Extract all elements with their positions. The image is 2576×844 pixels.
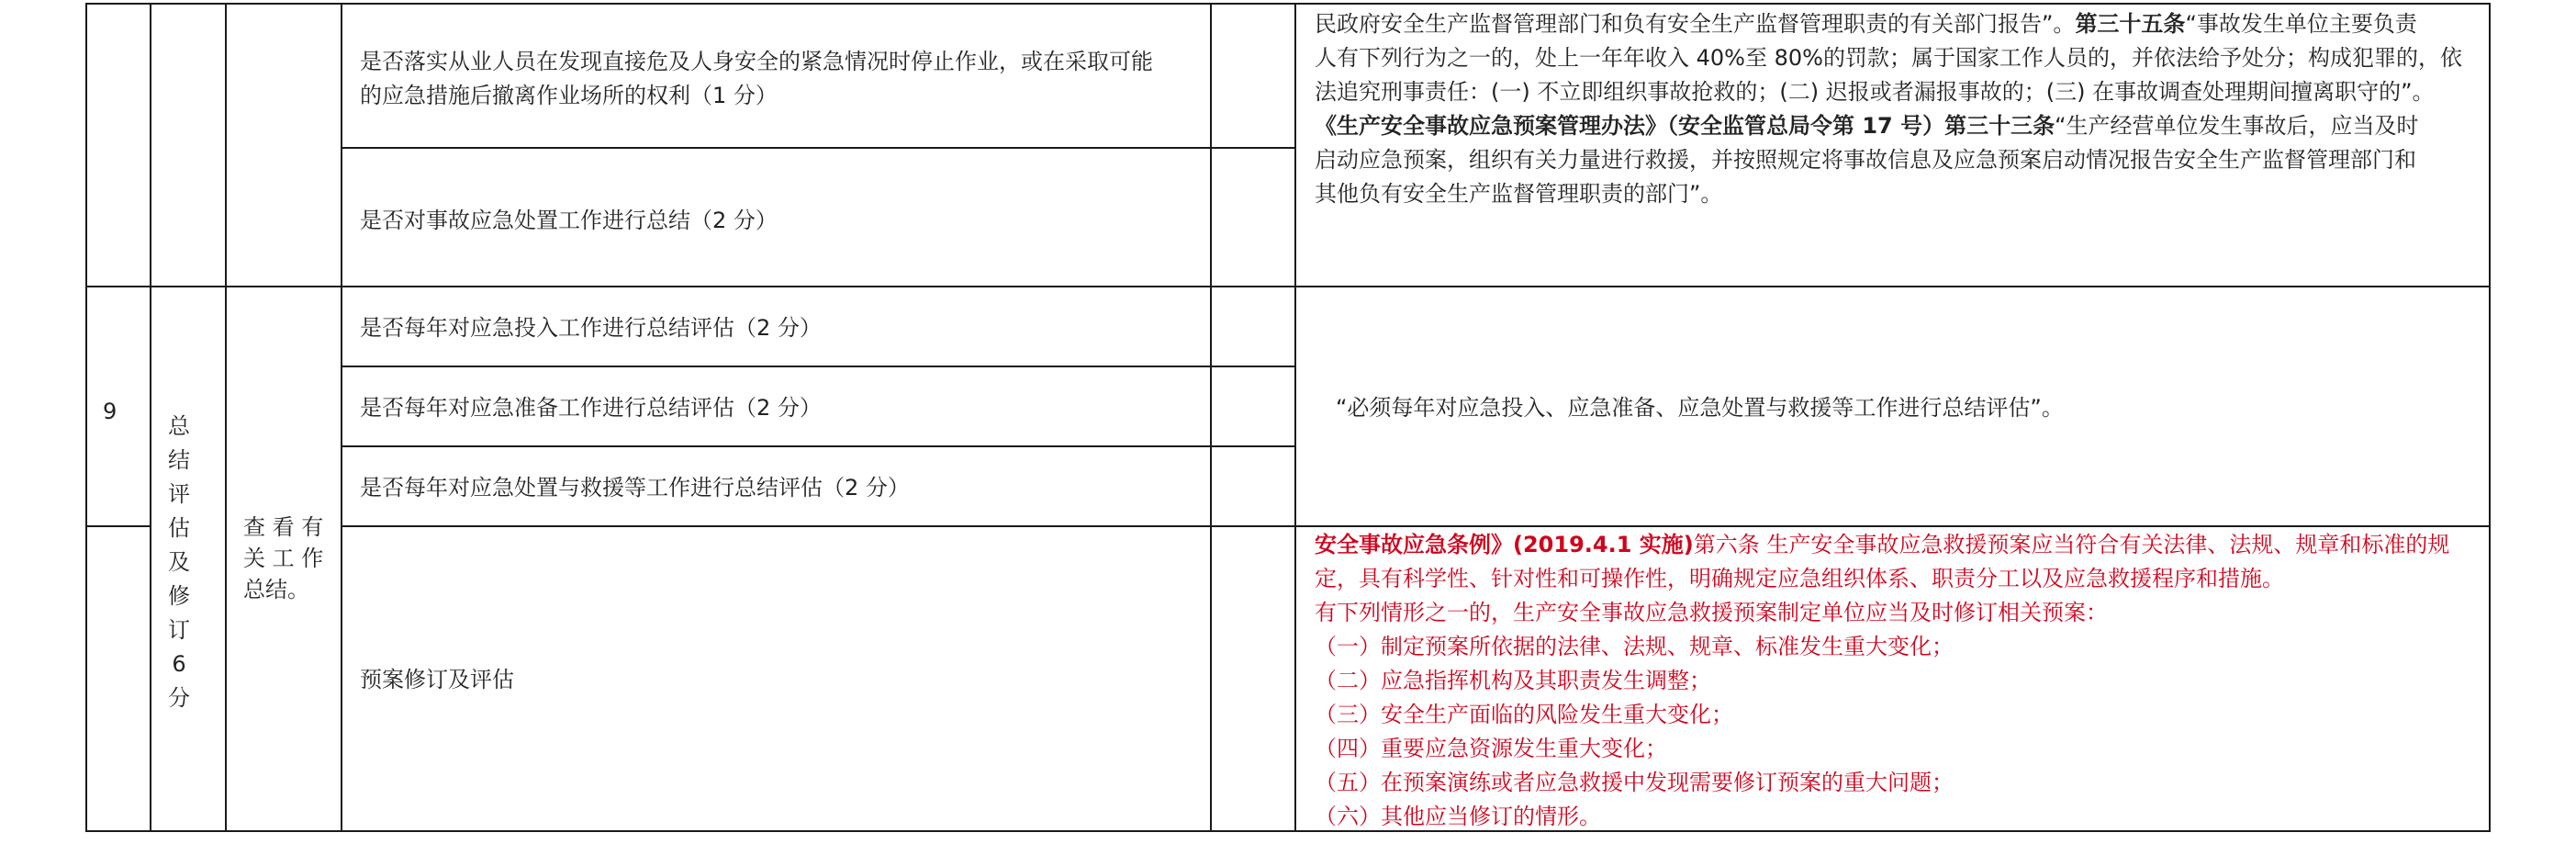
regulation-title: 《生产安全事故应急预案管理办法》（安全监管总局令第 17 号）第三十三条 <box>1315 113 2055 139</box>
row-divider <box>85 525 151 527</box>
column-divider <box>85 3 87 832</box>
law-list-item: （六）其他应当修订的情形。 <box>1315 804 1601 829</box>
check-item: 的应急措施后撤离作业场所的权利（1 分） <box>360 83 778 108</box>
law-list-item: （四）重要应急资源发生重大变化； <box>1315 736 1667 761</box>
legal-basis-text <box>1315 7 2485 211</box>
table-border-right <box>2489 3 2491 832</box>
category-char: 修 <box>168 583 190 609</box>
check-item: 是否每年对应急投入工作进行总结评估（2 分） <box>360 315 822 341</box>
law-list-item: （一）制定预案所依据的法律、法规、规章、标准发生重大变化； <box>1315 634 1954 659</box>
check-method-line: 总结。 <box>243 577 309 602</box>
category-char: 分 <box>168 685 190 711</box>
check-method <box>243 512 335 605</box>
table-border-top <box>85 3 2491 5</box>
legal-basis-text-red <box>1315 528 2485 834</box>
row-divider <box>342 445 1294 447</box>
category-char: 及 <box>168 549 190 575</box>
law-text: “生产经营单位发生事故后，应当及时 <box>2055 113 2419 139</box>
check-method-line: 关 工 作 <box>243 546 324 571</box>
column-divider <box>150 3 151 832</box>
category-char: 订 <box>168 617 190 643</box>
category-label <box>165 410 193 715</box>
article-ref: 第三十五条 <box>2075 11 2186 37</box>
law-text: 人有下列行为之一的，处上一年年收入 40%至 80%的罚款；属于国家工作人员的，并依法给予处分；构成犯罪的，依 <box>1315 45 2462 71</box>
law-text: 其他负有安全生产监督管理职责的部门”。 <box>1315 181 1723 207</box>
row-number: 9 <box>103 399 118 424</box>
check-method-line: 查 看 有 <box>243 514 324 540</box>
category-char: 估 <box>168 515 190 541</box>
category-char: 结 <box>168 447 190 473</box>
column-divider <box>1294 3 1296 832</box>
law-text: 法追究刑事责任：(一) 不立即组织事故抢救的；(二) 迟报或者漏报事故的；(三) 在事故调查处理期间擅离职守的”。 <box>1315 79 2435 105</box>
row-divider <box>85 286 2491 287</box>
regulation-title: 安全事故应急条例》(2019.4.1 实施) <box>1315 532 1694 557</box>
law-text: 有下列情形之一的，生产安全事故应急救援预案制定单位应当及时修订相关预案： <box>1315 600 2108 625</box>
check-item: 预案修订及评估 <box>360 667 514 692</box>
check-item: 是否落实从业人员在发现直接危及人身安全的紧急情况时停止作业，或在采取可能 <box>360 49 1153 74</box>
legal-basis-text: “必须每年对应急投入、应急准备、应急处置与救援等工作进行总结评估”。 <box>1336 395 2064 421</box>
check-item: 是否每年对应急处置与救援等工作进行总结评估（2 分） <box>360 475 910 501</box>
row-divider <box>342 525 2491 527</box>
column-divider <box>225 3 227 832</box>
category-char: 6 <box>172 651 186 677</box>
column-divider <box>1210 3 1212 832</box>
check-item: 是否每年对应急准备工作进行总结评估（2 分） <box>360 395 822 421</box>
law-text: 民政府安全生产监督管理部门和负有安全生产监督管理职责的有关部门报告”。 <box>1315 11 2076 37</box>
row-divider <box>342 147 1294 149</box>
category-char: 总 <box>168 413 190 439</box>
row-divider <box>342 366 1294 367</box>
law-text: 定，具有科学性、针对性和可操作性，明确规定应急组织体系、职责分工以及应急救援程序和措施。 <box>1315 566 2284 591</box>
law-text: 启动应急预案，组织有关力量进行救援，并按照规定将事故信息及应急预案启动情况报告安全生产监督管理部门和 <box>1315 147 2416 173</box>
law-list-item: （五）在预案演练或者应急救援中发现需要修订预案的重大问题； <box>1315 770 1954 795</box>
column-divider <box>341 3 342 832</box>
category-char: 评 <box>168 481 190 507</box>
law-list-item: （二）应急指挥机构及其职责发生调整； <box>1315 668 1711 693</box>
law-list-item: （三）安全生产面临的风险发生重大变化； <box>1315 702 1733 727</box>
law-text: “事故发生单位主要负责 <box>2185 11 2417 37</box>
check-item: 是否对事故应急处置工作进行总结（2 分） <box>360 208 778 233</box>
law-text: 第六条 生产安全事故应急救援预案应当符合有关法律、法规、规章和标准的规 <box>1693 532 2450 557</box>
